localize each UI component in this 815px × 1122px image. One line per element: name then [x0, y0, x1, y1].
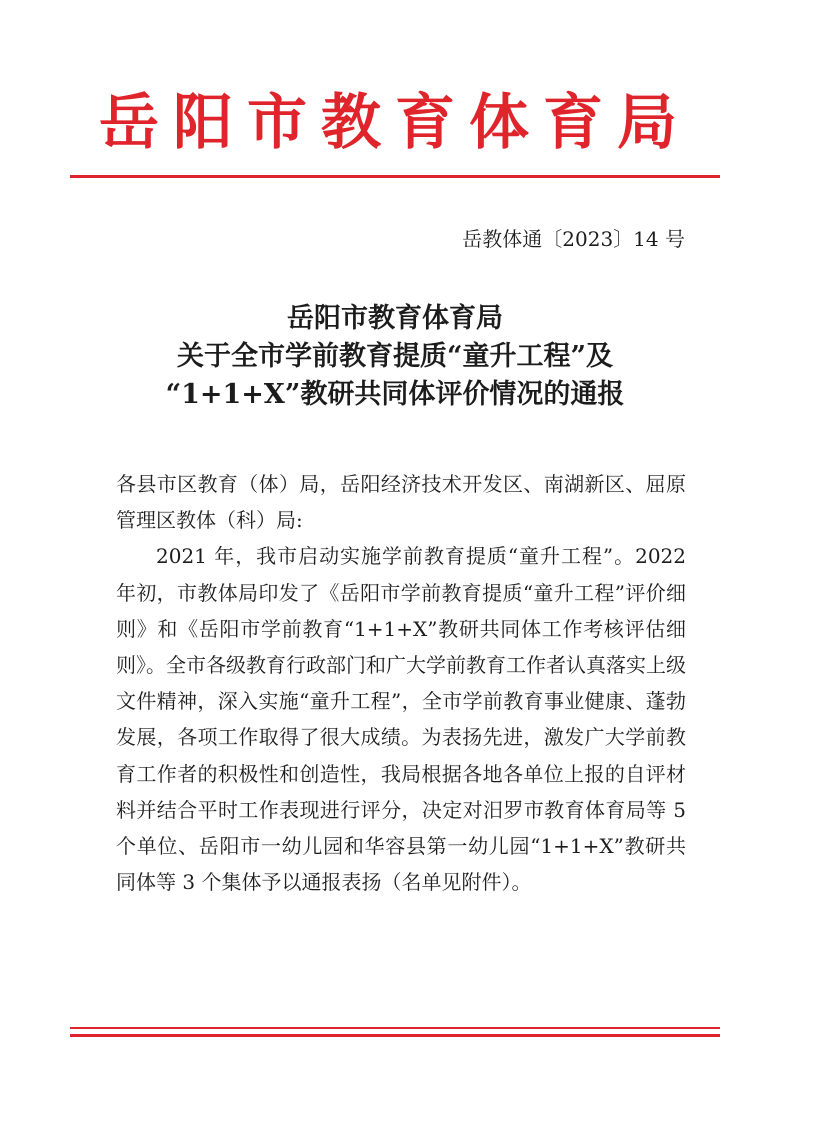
footer-red-rule-thin	[70, 1027, 720, 1029]
document-number: 岳教体通〔2023〕14 号	[462, 227, 685, 251]
footer-red-rule-thick	[70, 1034, 720, 1037]
title-line-1: 岳阳市教育体育局	[287, 303, 503, 334]
salutation: 各县市区教育（体）局，岳阳经济技术开发区、南湖新区、屈原管理区教体（科）局:	[116, 472, 686, 533]
body-paragraph-1: 2021 年，我市启动实施学前教育提质“童升工程”。2022 年初，市教体局印发了《岳阳市学前教育提质“童升工程”评价细则》和《岳阳市学前教育“1+1+X”教研共同体工作考核评估细则》。全市各级教育行政部门和广大学前教育工作者认真落实上级文件精神，深入实施“童升工程”，全市学前教育事业健康、蓬勃发展，各项工作取得了很大成绩。为表扬先进，激发广大学前教育工作者的积极性和创造性，我局根据各地各单位上报的自评材料并结合平时工作表现进行评分，决定对汨罗市教育体育局等 5 个单位、岳阳市一幼儿园和华容县第一幼儿园“1+1+X”教研共同体等 3 个集体予以通报表扬（名单见附件）。	[116, 544, 686, 895]
title-line-3: “1+1+X”教研共同体评价情况的通报	[165, 379, 625, 410]
document-body	[116, 466, 686, 900]
document-title	[70, 300, 720, 414]
letterhead-org-name: 岳阳市教育体育局	[99, 88, 691, 158]
title-line-2: 关于全市学前教育提质“童升工程”及	[176, 341, 614, 372]
letterhead-red-rule	[70, 175, 720, 178]
